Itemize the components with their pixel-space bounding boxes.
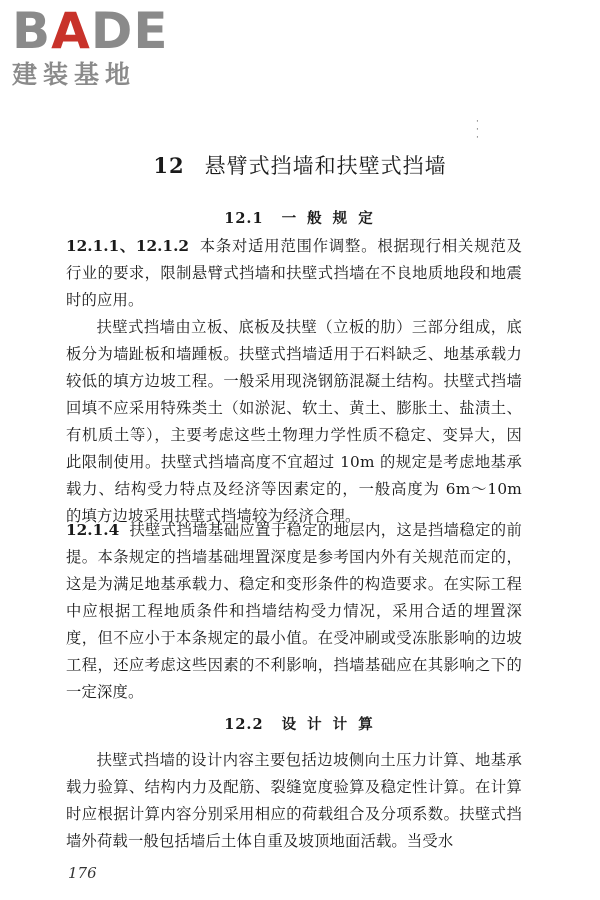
section-number: 12.1	[224, 210, 264, 227]
section-name: 设 计 计 算	[281, 716, 376, 733]
paragraph-text: 扶壁式挡墙由立板、底板及扶壁（立板的肋）三部分组成，底板分为墙趾板和墙踵板。扶壁式挡墙适用于石料缺乏、地基承载力较低的填方边坡工程。一般采用现浇钢筋混凝土结构。扶壁式挡墙回填不应采用特殊类土（如淤泥、软土、黄土、膨胀土、盐渍土、有机质土等），主要考虑这些土物理力学性质不稳定、变异大，因此限制使用。扶壁式挡墙高度不宜超过 10m 的规定是考虑地基承载力、结构受力特点及经济等因素定的，一般高度为 6m～10m 的填方边坡采用扶壁式挡墙较为经济合理。	[66, 318, 522, 525]
paragraph-text: 本条对适用范围作调整。根据现行相关规范及行业的要求，限制悬臂式挡墙和扶壁式挡墙在不良地质地段和地震时的应用。	[66, 237, 522, 309]
section-heading	[0, 207, 600, 228]
logo-subtitle: 建装基地	[12, 60, 137, 89]
chapter-title	[0, 150, 600, 180]
chapter-number: 12	[153, 153, 185, 178]
clause-paragraph	[66, 233, 522, 314]
bade-logo	[12, 2, 169, 90]
body-paragraph	[66, 747, 522, 855]
paragraph-text: 扶壁式挡墙的设计内容主要包括边坡侧向土压力计算、地基承载力验算、结构内力及配筋、裂缝宽度验算及稳定性计算。在计算时应根据计算内容分别采用相应的荷载组合及分项系数。扶壁式挡墙外荷载一般包括墙后土体自重及坡顶地面活载。当受水	[66, 751, 522, 850]
page-number: 176	[68, 864, 97, 882]
section-heading	[0, 713, 600, 734]
paragraph-text: 扶壁式挡墙基础应置于稳定的地层内，这是挡墙稳定的前提。本条规定的挡墙基础埋置深度是参考国内外有关规范而定的，这是为满足地基承载力、稳定和变形条件的构造要求。在实际工程中应根据工程地质条件和挡墙结构受力情况，采用合适的埋置深度，但不应小于本条规定的最小值。在受冲刷或受冻胀影响的边坡工程，还应考虑这些因素的不利影响，挡墙基础应在其影响之下的一定深度。	[66, 521, 522, 701]
clause-paragraph	[66, 517, 522, 706]
clause-number: 12.1.4	[66, 521, 120, 539]
logo-wordmark: BADE	[12, 2, 169, 60]
body-paragraph	[66, 314, 522, 530]
section-name: 一 般 规 定	[281, 210, 376, 227]
chapter-name: 悬臂式挡墙和扶壁式挡墙	[204, 154, 447, 178]
clause-number: 12.1.1、12.1.2	[66, 237, 190, 255]
scan-speck-decoration: · · ·	[476, 117, 479, 143]
section-number: 12.2	[224, 716, 264, 733]
